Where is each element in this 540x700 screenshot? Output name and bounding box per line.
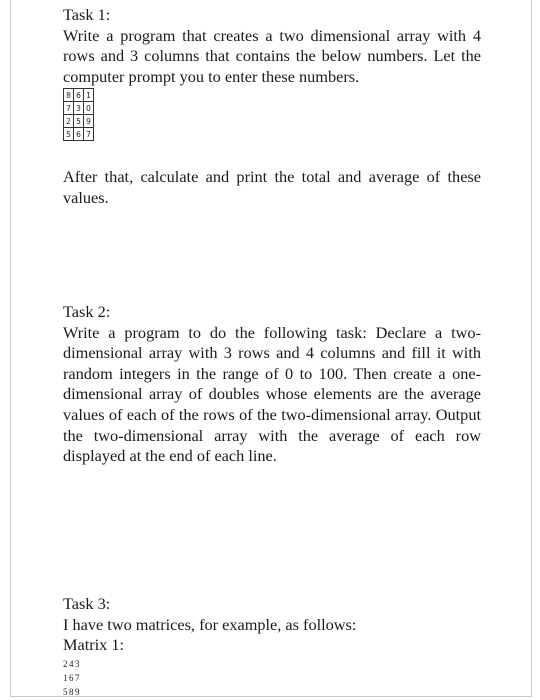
matrix-row: 589 <box>63 687 81 697</box>
grid-cell: 6 <box>74 89 84 102</box>
task-1-section <box>63 5 481 87</box>
grid-row <box>64 128 94 141</box>
matrix-row: 167 <box>63 673 81 683</box>
task-2-instructions: Write a program to do the following task: Declare a two-dimensional array with 3 rows and 4 columns and fill it with random integers in the range of 0 to 100. Then create a one-dimensional array of doubles whose elements are the average values of each of the rows of the two-dimensional array. Output the two-dimensional array with the average of each row displayed at the end of each line. <box>63 322 481 466</box>
task-1-followup <box>63 167 481 208</box>
grid-cell: 6 <box>74 128 84 141</box>
matrix-1-label: Matrix 1: <box>63 635 125 655</box>
task-1-heading: Task 1: <box>63 5 111 24</box>
grid-cell: 7 <box>64 102 74 115</box>
matrix-1 <box>63 657 81 699</box>
task-3-section <box>63 594 481 656</box>
grid-cell: 1 <box>84 89 94 102</box>
grid-cell: 3 <box>74 102 84 115</box>
grid-cell: 5 <box>74 115 84 128</box>
grid-cell: 5 <box>64 128 74 141</box>
task-1-instructions: Write a program that creates a two dimensional array with 4 rows and 3 columns that contains the below numbers. Let the computer prompt you to enter these numbers. <box>63 25 481 86</box>
grid-row <box>64 115 94 128</box>
task-3-intro: I have two matrices, for example, as follows: <box>63 614 357 634</box>
grid-cell: 0 <box>84 102 94 115</box>
matrix-row: 243 <box>63 659 81 669</box>
grid-cell: 8 <box>64 89 74 102</box>
task-2-section <box>63 302 481 467</box>
task-2-heading: Task 2: <box>63 302 111 321</box>
grid-cell: 9 <box>84 115 94 128</box>
number-grid <box>63 88 94 141</box>
grid-row <box>64 89 94 102</box>
grid-cell: 2 <box>64 115 74 128</box>
grid-cell: 7 <box>84 128 94 141</box>
task-1-after-text: After that, calculate and print the total and average of these values. <box>63 167 481 207</box>
task-3-heading: Task 3: <box>63 594 111 613</box>
grid-row <box>64 102 94 115</box>
